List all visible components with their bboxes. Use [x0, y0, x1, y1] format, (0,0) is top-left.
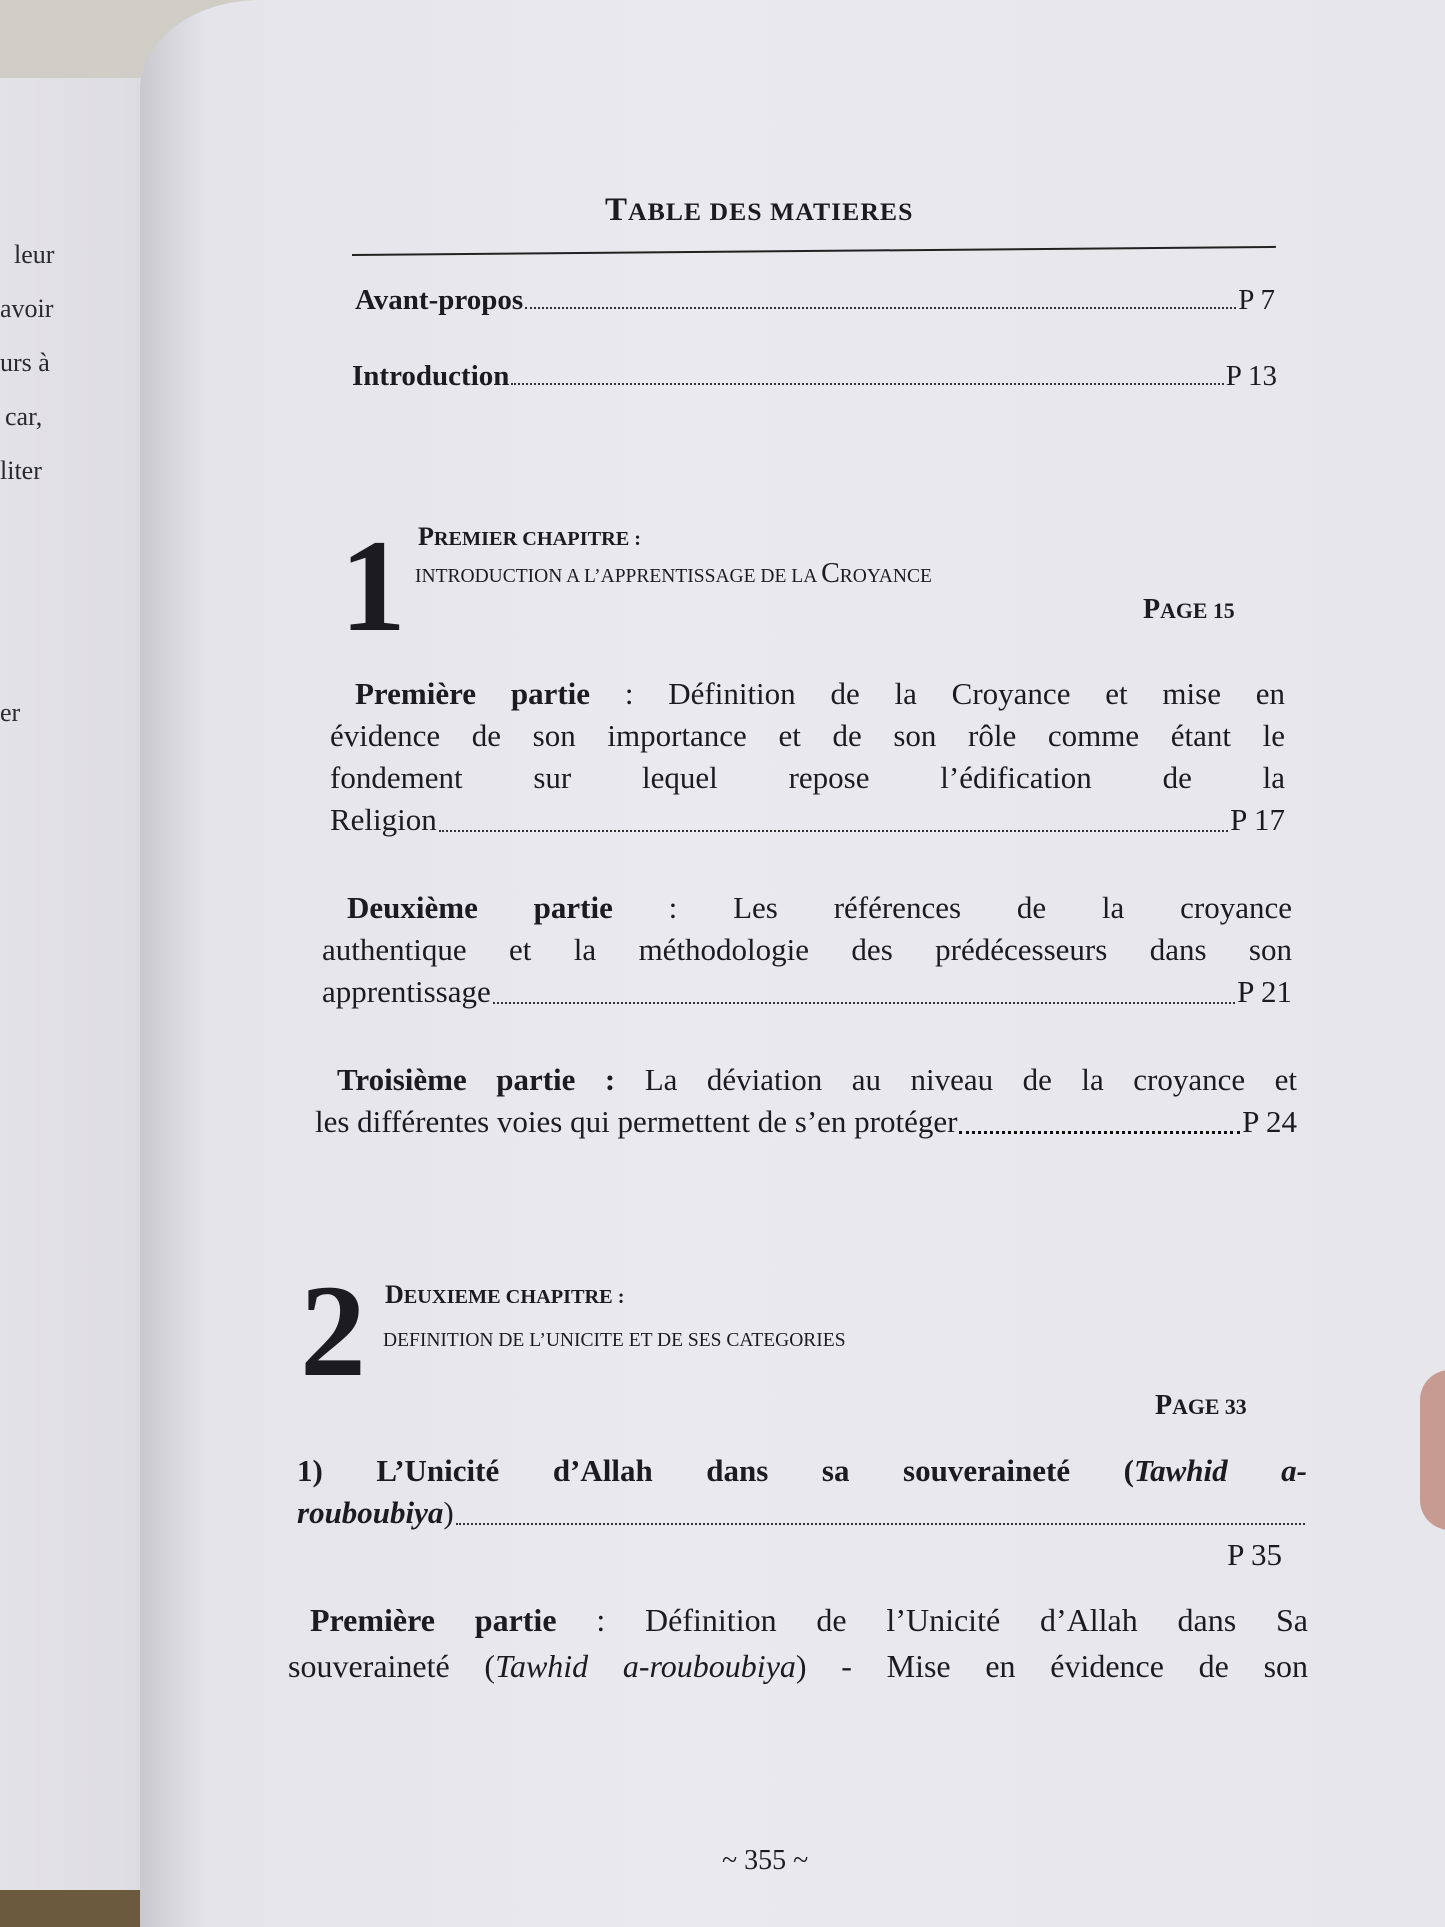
toc-entry-label: Avant-propos [355, 284, 524, 316]
entry-line [330, 673, 1285, 715]
previous-page-text: avoir [0, 294, 54, 323]
dot-leader [525, 307, 1236, 309]
entry-text-italic: Tawhid a-rouboubiya [495, 1648, 796, 1684]
page-title [605, 192, 913, 229]
chapter-page-rest: AGE 33 [1172, 1395, 1247, 1419]
toc-entry-page: P 21 [1237, 974, 1292, 1009]
entry-label: Première partie [355, 676, 591, 711]
entry-line [322, 887, 1292, 929]
finger-edge [1420, 1370, 1445, 1530]
entry-text: : Définition de la Croyance et mise en [590, 676, 1286, 711]
toc-entry-page: P 13 [1225, 360, 1277, 392]
toc-entry-introduction[interactable] [352, 360, 1277, 393]
toc-entry-premiere-partie-ch2[interactable] [288, 1597, 1308, 1689]
chapter-heading-initial: D [385, 1280, 404, 1309]
toc-entry-troisieme-partie[interactable] [315, 1059, 1297, 1143]
entry-text: ) - Mise en évidence de son [795, 1648, 1309, 1684]
entry-text: authentique et la méthodologie des prédécesseurs dans son [322, 932, 1292, 967]
toc-entry-page: P 17 [1230, 802, 1285, 837]
previous-page-text: liter [0, 456, 42, 485]
toc-entry-label: Introduction [352, 360, 510, 392]
chapter-number: 2 [300, 1257, 366, 1404]
entry-text: fondement sur lequel repose l’édification de la [330, 760, 1285, 795]
entry-text: apprentissage [322, 974, 491, 1009]
entry-text: ) [443, 1495, 454, 1530]
entry-text: : Les références de la croyance [612, 890, 1292, 925]
chapter-subtitle-rest: ROYANCE [839, 566, 932, 587]
entry-text [297, 1492, 454, 1534]
chapter-page-initial: P [1143, 594, 1161, 625]
entry-text-italic: Tawhid a- [1133, 1453, 1307, 1488]
chapter-number: 1 [340, 512, 406, 659]
entry-text: : Définition de l’Unicité d’Allah dans Sa [556, 1602, 1309, 1638]
dot-leader [959, 1131, 1240, 1134]
chapter-subtitle-text: INTRODUCTION A L’APPRENTISSAGE DE LA [415, 566, 822, 587]
page-title-rest: ABLE DES MATIERES [628, 197, 914, 226]
chapter-subtitle-initial: C [821, 558, 840, 589]
toc-entry-unicite-souverainete[interactable] [297, 1450, 1307, 1576]
dot-leader [511, 383, 1223, 385]
entry-label: Deuxième partie [347, 890, 613, 925]
chapter-page-ref [1143, 594, 1235, 626]
chapter-subtitle [415, 558, 932, 590]
entry-text: évidence de son importance et de son rôle comme étant le [330, 718, 1285, 753]
chapter-heading-initial: P [418, 522, 434, 551]
entry-text-italic: rouboubiya [297, 1495, 444, 1530]
entry-text: souveraineté ( [288, 1648, 496, 1684]
toc-entry-page: P 7 [1238, 284, 1275, 316]
dot-leader [439, 830, 1228, 832]
entry-last-line [322, 971, 1292, 1013]
chapter-heading [385, 1280, 624, 1310]
chapter-subtitle-text: DEFINITION DE L’UNICITE ET DE SES CATEGORIES [383, 1330, 846, 1351]
entry-text: 1) L’Unicité d’Allah dans sa souveraineté ( [297, 1453, 1134, 1488]
previous-page-text: leur [14, 240, 55, 269]
previous-page-text: car, [5, 402, 43, 431]
entry-line [288, 1597, 1308, 1643]
toc-entry-premiere-partie[interactable] [330, 673, 1285, 841]
chapter-heading-rest: REMIER CHAPITRE : [433, 528, 642, 550]
entry-text: les différentes voies qui permettent de s’en protéger [315, 1104, 958, 1139]
toc-entry-avant-propos[interactable] [355, 284, 1275, 317]
chapter-page-initial: P [1155, 1390, 1173, 1421]
dot-leader [493, 1002, 1235, 1004]
entry-last-line [315, 1101, 1297, 1143]
chapter-subtitle [383, 1325, 846, 1353]
chapter-page-rest: AGE 15 [1160, 599, 1235, 623]
dot-leader [456, 1523, 1305, 1525]
entry-label: Troisième partie : [337, 1062, 616, 1097]
toc-entry-page: P 35 [1227, 1537, 1282, 1572]
chapter-heading [418, 522, 641, 552]
page-title-initial: T [605, 192, 629, 228]
toc-entry-page: P 24 [1242, 1104, 1297, 1139]
page-number: ~ 355 ~ [722, 1845, 809, 1876]
toc-entry-deuxieme-partie[interactable] [322, 887, 1292, 1013]
entry-text: Religion [330, 802, 437, 837]
entry-last-line [297, 1492, 1307, 1534]
chapter-page-ref [1155, 1390, 1247, 1422]
previous-page-text: er [0, 698, 21, 727]
previous-page-text: urs à [0, 348, 50, 377]
entry-line [288, 1643, 1308, 1689]
chapter-heading-rest: EUXIEME CHAPITRE : [403, 1286, 625, 1308]
entry-label: Première partie [310, 1602, 557, 1638]
entry-line [315, 1059, 1297, 1101]
entry-text: La déviation au niveau de la croyance et [615, 1062, 1297, 1097]
entry-last-line [330, 799, 1285, 841]
entry-line [297, 1450, 1307, 1492]
